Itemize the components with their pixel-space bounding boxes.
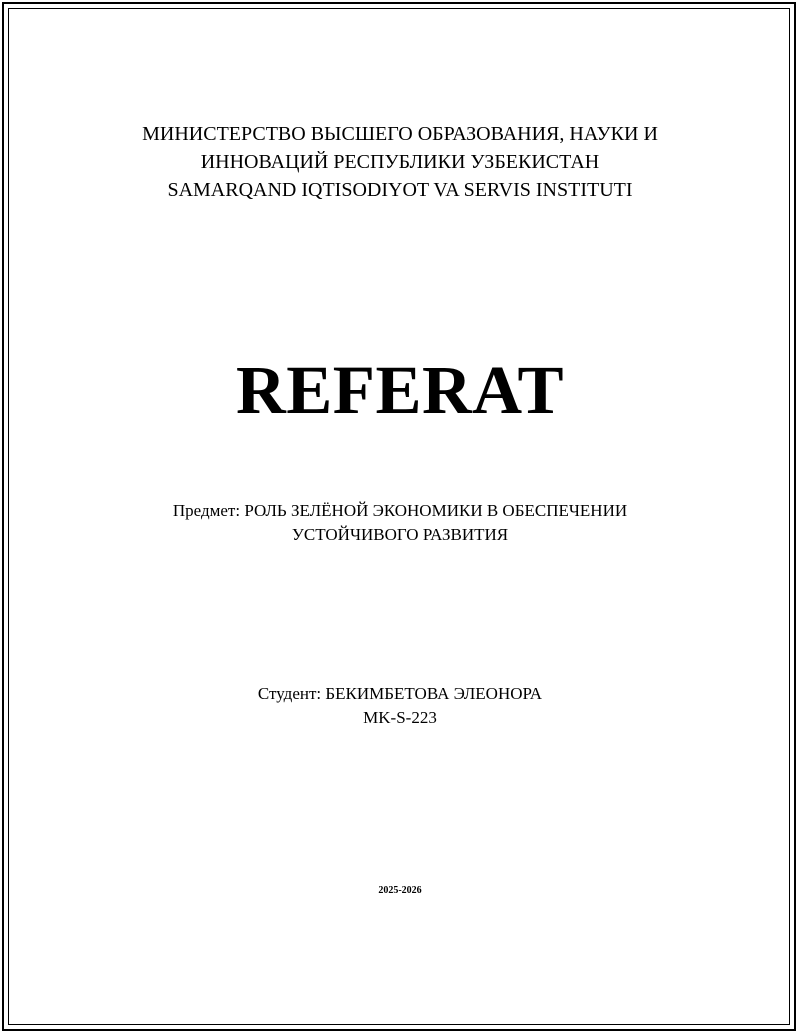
student-group: MK-S-223	[363, 708, 437, 727]
document-title: REFERAT	[235, 352, 565, 428]
academic-year: 2025-2026	[378, 885, 422, 896]
institute-name: SAMARQAND IQTISODIYOT VA SERVIS INSTITUTI	[167, 179, 633, 201]
ministry-line-2: ИННОВАЦИЙ РЕСПУБЛИКИ УЗБЕКИСТАН	[200, 151, 600, 173]
ministry-line-1: МИНИСТЕРСТВО ВЫСШЕГО ОБРАЗОВАНИЯ, НАУКИ И	[142, 123, 658, 145]
subject-line-2: УСТОЙЧИВОГО РАЗВИТИЯ	[291, 525, 509, 544]
student-name: Студент: БЕКИМБЕТОВА ЭЛЕОНОРА	[257, 684, 543, 703]
subject-line-1: Предмет: РОЛЬ ЗЕЛЁНОЙ ЭКОНОМИКИ В ОБЕСПЕЧЕНИИ	[172, 501, 628, 520]
